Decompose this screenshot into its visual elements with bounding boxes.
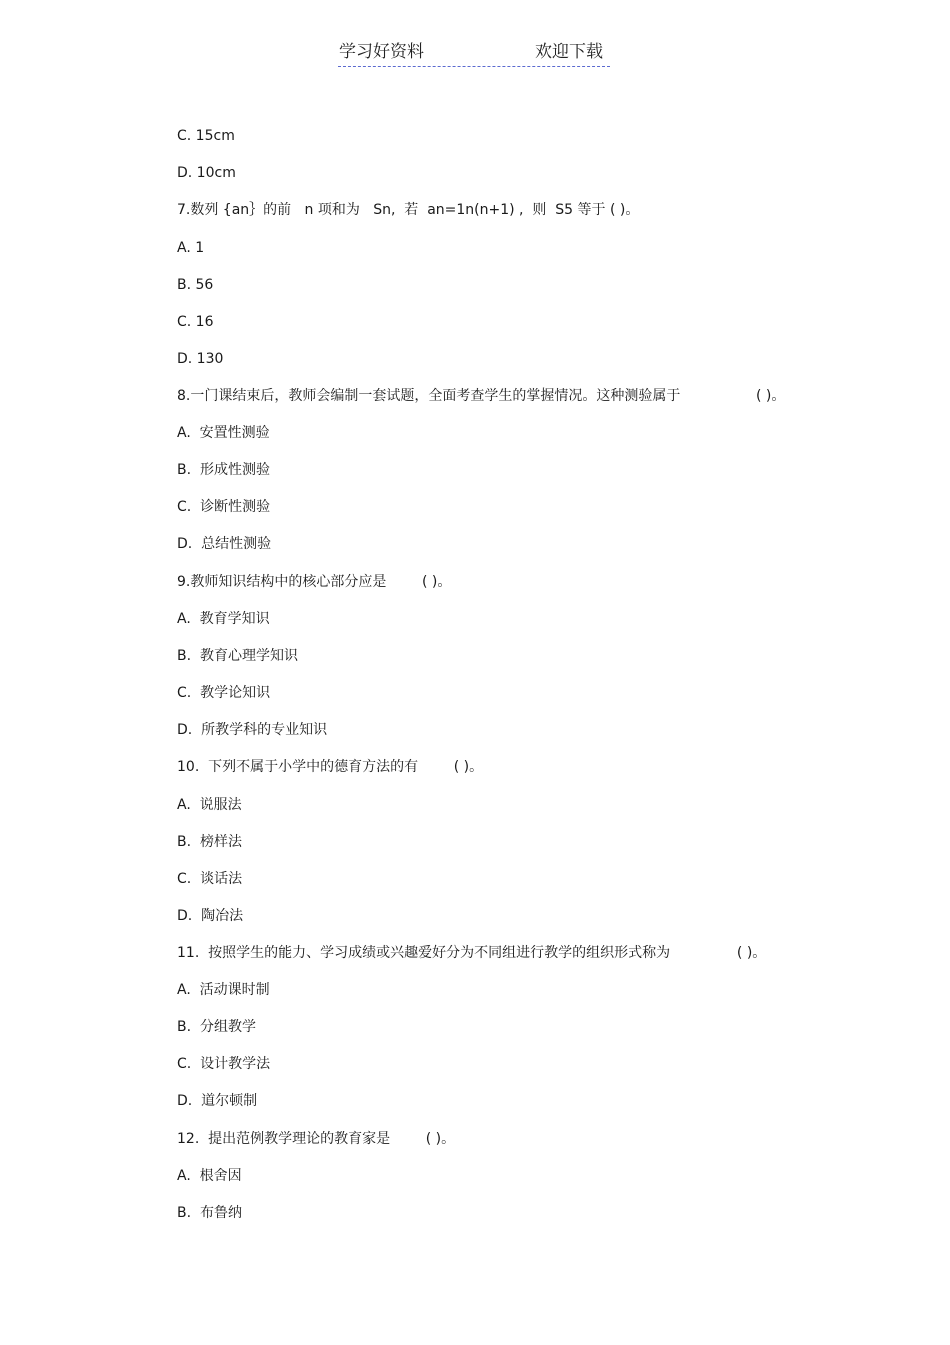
option-b-q7: B. 56 [177,277,214,293]
option-d-q10: D. 陶冶法 [177,908,244,924]
page-header [338,40,610,67]
question-9: 9.教师知识结构中的核心部分应是 ( )。 [177,574,452,590]
question-8: 8.一门课结束后，教师会编制一套试题，全面考查学生的掌握情况。这种测验属于 ( )。 [177,388,786,404]
option-a-q10: A. 说服法 [177,797,242,813]
option-d-q8: D. 总结性测验 [177,536,272,552]
option-d-q11: D. 道尔顿制 [177,1093,258,1109]
option-a-q7: A. 1 [177,240,205,256]
option-d-q6: D. 10cm [177,165,236,181]
question-11: 11. 按照学生的能力、学习成绩或兴趣爱好分为不同组进行教学的组织形式称为 ( )。 [177,945,767,961]
option-c-q11: C. 设计教学法 [177,1056,271,1072]
header-right-text: 欢迎下载 [535,42,603,62]
question-10: 10. 下列不属于小学中的德育方法的有 ( )。 [177,759,484,775]
option-a-q11: A. 活动课时制 [177,982,270,998]
option-a-q12: A. 根舍因 [177,1168,242,1184]
option-b-q12: B. 布鲁纳 [177,1205,242,1221]
option-b-q9: B. 教育心理学知识 [177,648,298,664]
option-b-q8: B. 形成性测验 [177,462,270,478]
option-c-q6: C. 15cm [177,128,235,144]
option-d-q9: D. 所教学科的专业知识 [177,722,328,738]
question-12: 12. 提出范例教学理论的教育家是 ( )。 [177,1131,456,1147]
option-b-q10: B. 榜样法 [177,834,242,850]
option-b-q11: B. 分组教学 [177,1019,256,1035]
option-a-q8: A. 安置性测验 [177,425,270,441]
header-left-text: 学习好资料 [339,42,424,62]
option-c-q8: C. 诊断性测验 [177,499,271,515]
option-d-q7: D. 130 [177,351,224,367]
question-7: 7.数列 {an｝的前 n 项和为 Sn, 若 an=1n(n+1) , 则 S5 等于 ( )。 [177,202,640,218]
option-a-q9: A. 教育学知识 [177,611,270,627]
option-c-q10: C. 谈话法 [177,871,243,887]
option-c-q7: C. 16 [177,314,214,330]
option-c-q9: C. 教学论知识 [177,685,271,701]
